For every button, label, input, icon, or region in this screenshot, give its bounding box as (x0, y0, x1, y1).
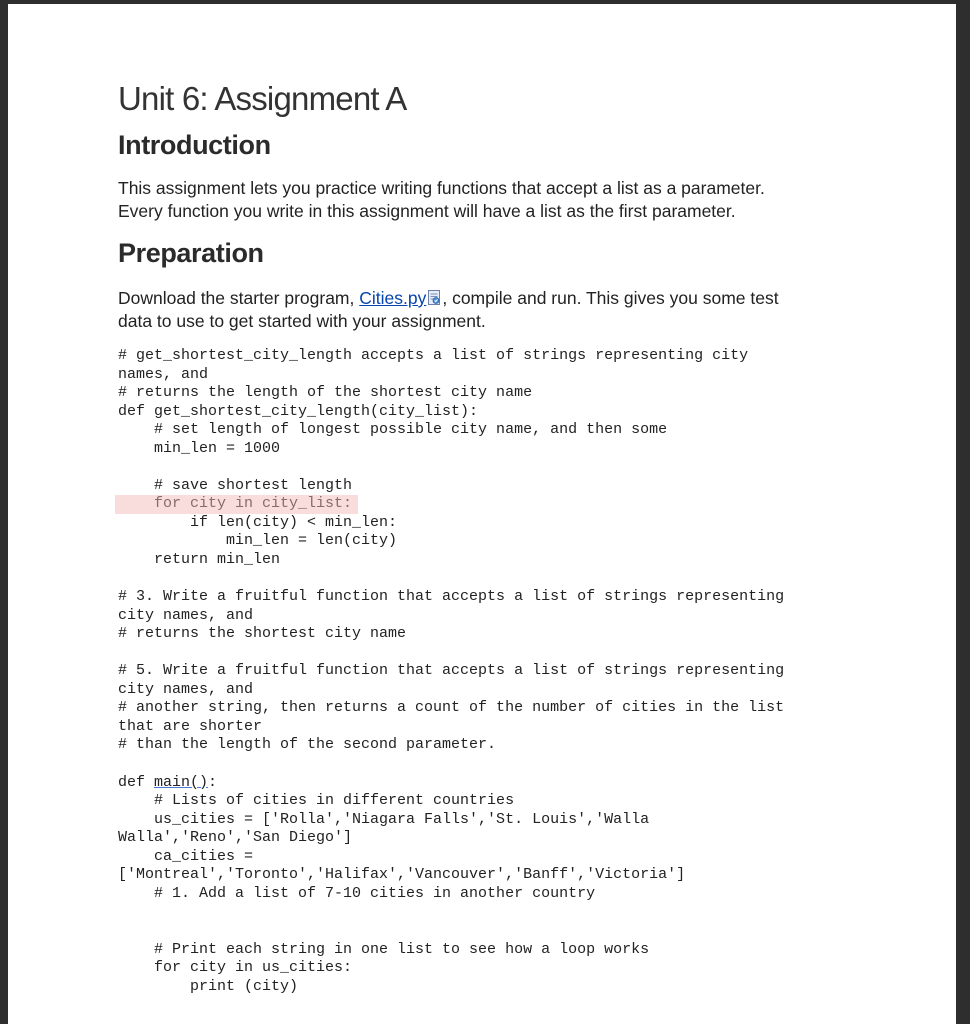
code-line (118, 644, 918, 663)
code-line: # save shortest length (118, 476, 353, 494)
code-line: # 1. Add a list of 7-10 cities in another country (118, 884, 596, 902)
heading-introduction: Introduction (118, 130, 271, 160)
code-line (118, 570, 918, 589)
prep-line-1 (118, 287, 908, 310)
code-line (118, 495, 918, 514)
code-line: # than the length of the second parameter. (118, 736, 497, 754)
intro-line-1: This assignment lets you practice writing functions that accept a list as a parameter. (118, 178, 765, 198)
prep-text-before-link: Download the starter program, (118, 288, 360, 308)
page-title: Unit 6: Assignment A (118, 80, 407, 117)
code-line (118, 922, 918, 941)
main-function-name: main() (154, 773, 209, 791)
intro-paragraph (118, 177, 908, 223)
code-line: min_len = len(city) (118, 532, 398, 550)
code-line: # another string, then returns a count of the number of cities in the list (118, 699, 785, 717)
code-line: # set length of longest possible city name, and then some (118, 421, 668, 439)
code-block (118, 347, 918, 996)
code-line (118, 755, 918, 774)
code-line: city names, and (118, 680, 254, 698)
cities-py-link[interactable]: Cities.py (359, 288, 427, 308)
prep-text-after-link: , compile and run. This gives you some test (442, 288, 779, 308)
code-line: for city in us_cities: (118, 959, 353, 977)
code-line: print (city) (118, 977, 299, 995)
code-line: if len(city) < min_len: (118, 513, 398, 531)
code-line: # returns the shortest city name (118, 625, 407, 643)
code-line: # returns the length of the shortest city name (118, 384, 533, 402)
heading-preparation: Preparation (118, 238, 264, 268)
code-line: that are shorter (118, 717, 263, 735)
code-line: # Lists of cities in different countries (118, 792, 515, 810)
code-line (118, 458, 918, 477)
code-line: return min_len (118, 551, 281, 569)
code-line: # Print each string in one list to see how a loop works (118, 940, 650, 958)
code-line: ['Montreal','Toronto','Halifax','Vancouver','Banff','Victoria'] (118, 866, 686, 884)
highlighted-code: for city in city_list: (115, 495, 358, 514)
code-line: ca_cities = (118, 847, 254, 865)
code-line: # get_shortest_city_length accepts a list of strings representing city (118, 347, 749, 364)
code-line: def main(): (118, 773, 218, 791)
code-line: # 5. Write a fruitful function that accepts a list of strings representing (118, 662, 785, 680)
document-icon[interactable] (427, 289, 441, 305)
code-line: us_cities = ['Rolla','Niagara Falls','St. Louis','Walla (118, 810, 650, 828)
code-line: names, and (118, 365, 209, 383)
preparation-paragraph (118, 287, 908, 333)
code-line: # 3. Write a fruitful function that accepts a list of strings representing (118, 588, 785, 606)
code-line (118, 903, 918, 922)
code-line: min_len = 1000 (118, 439, 281, 457)
document-page (8, 4, 956, 1024)
intro-line-2: Every function you write in this assignment will have a list as the first parameter. (118, 201, 736, 221)
code-line: city names, and (118, 606, 254, 624)
prep-line-2: data to use to get started with your assignment. (118, 311, 486, 331)
code-line: Walla','Reno','San Diego'] (118, 829, 353, 847)
code-line: def get_shortest_city_length(city_list): (118, 402, 479, 420)
